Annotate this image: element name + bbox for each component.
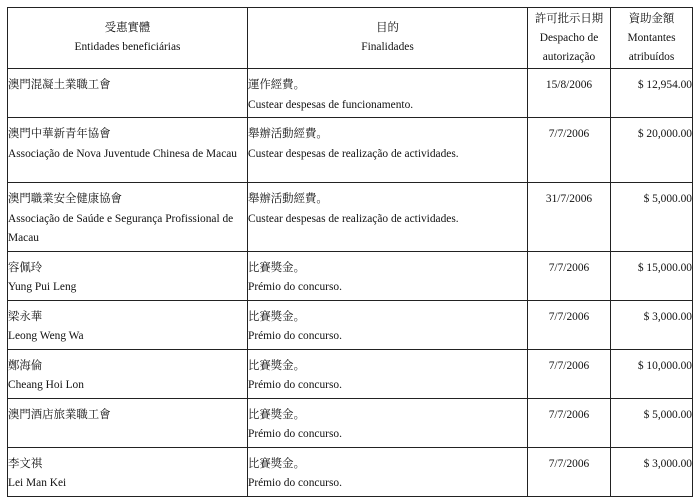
- entity-cell: [8, 300, 248, 349]
- purpose-pt: Prémio do concurso.: [248, 330, 342, 342]
- entity-pt: Leong Weng Wa: [8, 330, 84, 342]
- date-cell: 7/7/2006: [528, 251, 611, 300]
- purpose-zh: 比賽獎金。: [248, 457, 305, 470]
- purpose-cell: [248, 447, 528, 496]
- header-amount-pt-1: Montantes: [627, 31, 676, 44]
- header-date-pt-1: Despacho de: [539, 31, 599, 44]
- purpose-zh: 比賽獎金。: [248, 408, 305, 421]
- amount-cell: $ 10,000.00: [611, 349, 693, 398]
- purpose-zh: 比賽獎金。: [248, 261, 305, 274]
- entity-pt: Associação de Nova Juventude Chinesa de Macau: [8, 147, 238, 160]
- purpose-pt: Prémio do concurso.: [248, 379, 342, 391]
- date-cell: 7/7/2006: [528, 349, 611, 398]
- purpose-cell: [248, 300, 528, 349]
- purpose-zh: 比賽獎金。: [248, 310, 305, 323]
- entity-zh: 容佩玲: [8, 261, 43, 274]
- header-date: [528, 8, 611, 69]
- table-row: [8, 349, 693, 398]
- table-row: [8, 118, 693, 183]
- table-row: [8, 183, 693, 252]
- table-row: [8, 398, 693, 447]
- header-date-pt-2: autorização: [542, 50, 596, 63]
- header-date-zh: 許可批示日期: [534, 12, 604, 25]
- header-entities-pt: Entidades beneficiárias: [74, 41, 181, 53]
- header-entities-zh: 受惠實體: [104, 22, 151, 34]
- entity-zh: 梁永華: [8, 310, 43, 323]
- purpose-zh: 舉辦活動經費。: [248, 193, 328, 205]
- date-cell: 31/7/2006: [528, 183, 611, 252]
- purpose-pt: Prémio do concurso.: [248, 428, 342, 440]
- entity-pt: Associação de Saúde e Segurança Profissional de Macau: [8, 212, 234, 244]
- purpose-pt: Custear despesas de realização de actividades.: [248, 212, 459, 225]
- entity-cell: [8, 398, 248, 447]
- purpose-cell: [248, 69, 528, 118]
- entity-cell: [8, 447, 248, 496]
- purpose-cell: [248, 118, 528, 183]
- purpose-cell: [248, 349, 528, 398]
- entity-zh: 李文祺: [8, 457, 43, 470]
- amount-cell: $ 5,000.00: [611, 398, 693, 447]
- entity-zh: 澳門酒店旅業職工會: [8, 408, 111, 421]
- date-cell: 7/7/2006: [528, 118, 611, 183]
- header-amount-zh: 資助金額: [628, 12, 675, 25]
- amount-cell: $ 5,000.00: [611, 183, 693, 252]
- purpose-pt: Prémio do concurso.: [248, 477, 342, 489]
- purpose-pt: Prémio do concurso.: [248, 281, 342, 293]
- entity-zh: 澳門中華新青年協會: [8, 128, 111, 140]
- header-amount-pt-2: atribuídos: [628, 50, 675, 63]
- purpose-zh: 比賽獎金。: [248, 359, 305, 372]
- amount-cell: $ 15,000.00: [611, 251, 693, 300]
- purpose-zh: 舉辦活動經費。: [248, 128, 328, 140]
- date-cell: 15/8/2006: [528, 69, 611, 118]
- date-cell: 7/7/2006: [528, 398, 611, 447]
- header-purpose-pt: Finalidades: [361, 41, 414, 53]
- table-row: [8, 300, 693, 349]
- amount-cell: $ 3,000.00: [611, 447, 693, 496]
- header-amount: [611, 8, 693, 69]
- amount-cell: $ 12,954.00: [611, 69, 693, 118]
- entity-zh: 澳門職業安全健康協會: [8, 193, 122, 205]
- entity-pt: Yung Pui Leng: [8, 281, 77, 293]
- table-row: [8, 69, 693, 118]
- entity-cell: [8, 69, 248, 118]
- date-cell: 7/7/2006: [528, 447, 611, 496]
- purpose-zh: 運作經費。: [248, 79, 305, 91]
- amount-cell: $ 3,000.00: [611, 300, 693, 349]
- entity-pt: Cheang Hoi Lon: [8, 379, 84, 391]
- header-row: [8, 8, 693, 69]
- purpose-pt: Custear despesas de funcionamento.: [248, 98, 414, 111]
- entity-zh: 澳門混凝土業職工會: [8, 79, 111, 91]
- header-purpose: [248, 8, 528, 69]
- entity-cell: [8, 349, 248, 398]
- entity-pt: Lei Man Kei: [8, 477, 67, 489]
- table-row: [8, 447, 693, 496]
- header-entities: [8, 8, 248, 69]
- purpose-cell: [248, 398, 528, 447]
- grants-table: [7, 7, 693, 497]
- purpose-cell: [248, 251, 528, 300]
- purpose-pt: Custear despesas de realização de actividades.: [248, 147, 459, 160]
- date-cell: 7/7/2006: [528, 300, 611, 349]
- amount-cell: $ 20,000.00: [611, 118, 693, 183]
- entity-cell: [8, 118, 248, 183]
- header-purpose-zh: 目的: [376, 22, 399, 34]
- entity-cell: [8, 183, 248, 252]
- purpose-cell: [248, 183, 528, 252]
- entity-zh: 鄭海倫: [8, 359, 43, 372]
- entity-cell: [8, 251, 248, 300]
- table-row: [8, 251, 693, 300]
